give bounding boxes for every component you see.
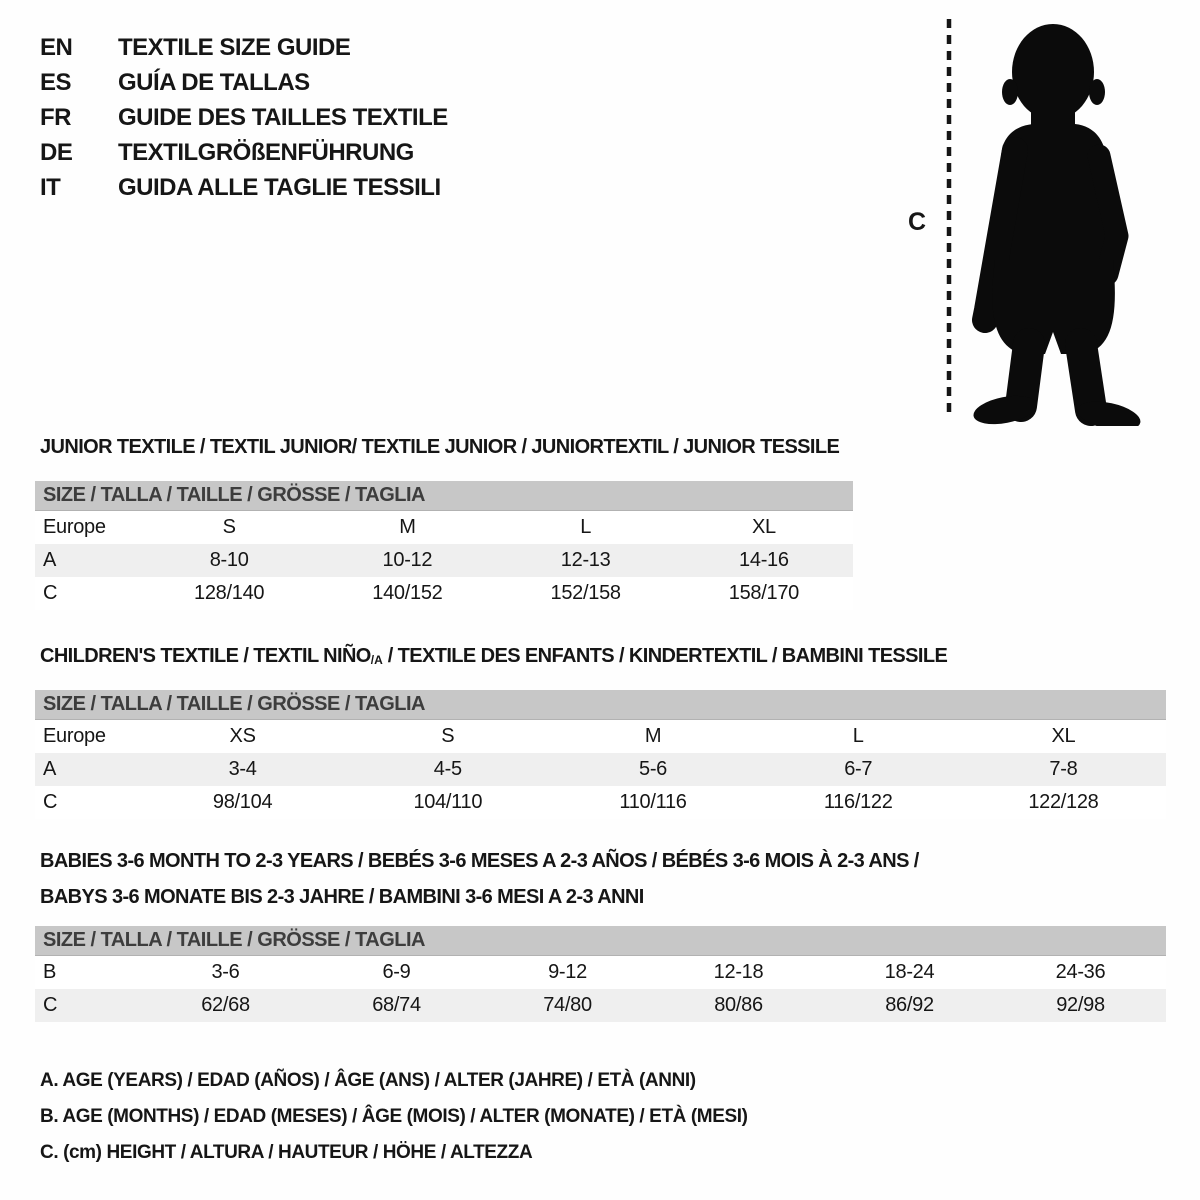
babies-size-table: [35, 926, 1166, 1022]
table-cell: 128/140: [194, 582, 265, 604]
language-label: TEXTILE SIZE GUIDE: [118, 33, 351, 61]
row-label: B: [43, 961, 57, 983]
title-text: / TEXTILE DES ENFANTS / KINDERTEXTIL / BAMBINI TESSILE: [382, 645, 948, 667]
table-cell: 4-5: [433, 758, 462, 780]
language-list: [40, 30, 448, 205]
table-cell: 86/92: [885, 994, 934, 1016]
language-code: IT: [40, 173, 61, 201]
table-row-europe: [35, 720, 1166, 753]
row-label: A: [43, 758, 57, 780]
table-cell: 140/152: [372, 582, 443, 604]
table-cell: 68/74: [372, 994, 421, 1016]
language-row-it: [40, 170, 448, 205]
footnote-a-age-years: A. AGE (YEARS) / EDAD (AÑOS) / ÂGE (ANS) / ALTER (JAHRE) / ETÀ (ANNI): [40, 1070, 696, 1091]
table-cell: 92/98: [1056, 994, 1105, 1016]
table-cell: XL: [1051, 725, 1076, 747]
table-cell: S: [222, 516, 236, 538]
language-code: DE: [40, 138, 73, 166]
table-row-europe: [35, 511, 853, 544]
table-cell: 9-12: [548, 961, 587, 983]
table-cell: L: [580, 516, 592, 538]
title-text: CHILDREN'S TEXTILE / TEXTIL NIÑO: [40, 645, 371, 667]
language-label: TEXTILGRÖßENFÜHRUNG: [118, 138, 414, 166]
table-cell: 116/122: [823, 791, 893, 813]
childrens-section-title: [40, 645, 947, 668]
table-cell: 24-36: [1055, 961, 1106, 983]
footnote-b-age-months: B. AGE (MONTHS) / EDAD (MESES) / ÂGE (MOIS) / ALTER (MONATE) / ETÀ (MESI): [40, 1106, 748, 1127]
table-cell: 6-9: [382, 961, 411, 983]
table-cell: 3-6: [211, 961, 240, 983]
size-header-bar: SIZE / TALLA / TAILLE / GRÖSSE / TAGLIA: [35, 690, 1166, 720]
row-label: C: [43, 791, 58, 813]
babies-section-title-line2: BABYS 3-6 MONATE BIS 2-3 JAHRE / BAMBINI 3-6 MESI A 2-3 ANNI: [40, 886, 644, 908]
table-cell: 110/116: [619, 791, 687, 813]
table-cell: 158/170: [728, 582, 799, 604]
babies-section-title-line1: BABIES 3-6 MONTH TO 2-3 YEARS / BEBÉS 3-6 MESES A 2-3 AÑOS / BÉBÉS 3-6 MOIS À 2-3 ANS /: [40, 850, 919, 872]
table-cell: 14-16: [739, 549, 789, 571]
row-label: C: [43, 582, 58, 604]
table-cell: 7-8: [1049, 758, 1078, 780]
table-cell: 8-10: [209, 549, 249, 571]
table-cell: 122/128: [1028, 791, 1099, 813]
junior-size-table: [35, 481, 853, 610]
row-label: A: [43, 549, 57, 571]
table-cell: 5-6: [639, 758, 668, 780]
height-dashed-line: [944, 16, 954, 420]
language-label: GUIDA ALLE TAGLIE TESSILI: [118, 173, 441, 201]
toddler-silhouette-icon: [963, 18, 1143, 426]
language-row-fr: [40, 100, 448, 135]
language-code: EN: [40, 33, 73, 61]
table-cell: XS: [229, 725, 256, 747]
table-row-height: [35, 786, 1166, 819]
table-row-age: [35, 753, 1166, 786]
row-label: Europe: [43, 516, 106, 538]
table-cell: XL: [751, 516, 776, 538]
table-cell: 12-13: [560, 549, 611, 571]
row-label: Europe: [43, 725, 106, 747]
language-label: GUÍA DE TALLAS: [118, 68, 310, 96]
height-measure-figure: [900, 10, 1160, 430]
table-cell: 74/80: [543, 994, 592, 1016]
table-cell: 3-4: [228, 758, 257, 780]
childrens-size-table: [35, 690, 1166, 819]
table-cell: S: [441, 725, 455, 747]
table-cell: 18-24: [884, 961, 935, 983]
footnote-c-height: C. (cm) HEIGHT / ALTURA / HAUTEUR / HÖHE / ALTEZZA: [40, 1142, 533, 1163]
table-cell: 12-18: [713, 961, 764, 983]
size-header-bar: SIZE / TALLA / TAILLE / GRÖSSE / TAGLIA: [35, 926, 1166, 956]
table-row-months: [35, 956, 1166, 989]
height-label-c: C: [908, 208, 927, 236]
title-subscript: /A: [370, 653, 383, 667]
junior-section-title: JUNIOR TEXTILE / TEXTIL JUNIOR/ TEXTILE JUNIOR / JUNIORTEXTIL / JUNIOR TESSILE: [40, 436, 840, 458]
table-cell: 10-12: [382, 549, 433, 571]
language-row-en: [40, 30, 448, 65]
legend-footnotes: [40, 1063, 748, 1171]
table-row-height: [35, 577, 853, 610]
language-label: GUIDE DES TAILLES TEXTILE: [118, 103, 448, 131]
table-row-height: [35, 989, 1166, 1022]
table-cell: L: [852, 725, 864, 747]
language-row-de: [40, 135, 448, 170]
table-cell: 104/110: [413, 791, 483, 813]
table-cell: M: [399, 516, 416, 538]
table-cell: 98/104: [212, 791, 273, 813]
language-row-es: [40, 65, 448, 100]
language-code: ES: [40, 68, 72, 96]
table-cell: 152/158: [550, 582, 621, 604]
table-cell: M: [644, 725, 662, 747]
table-cell: 62/68: [201, 994, 250, 1016]
language-code: FR: [40, 103, 71, 131]
table-row-age: [35, 544, 853, 577]
table-cell: 6-7: [844, 758, 873, 780]
table-cell: 80/86: [714, 994, 763, 1016]
row-label: C: [43, 994, 58, 1016]
size-header-bar: SIZE / TALLA / TAILLE / GRÖSSE / TAGLIA: [35, 481, 853, 511]
